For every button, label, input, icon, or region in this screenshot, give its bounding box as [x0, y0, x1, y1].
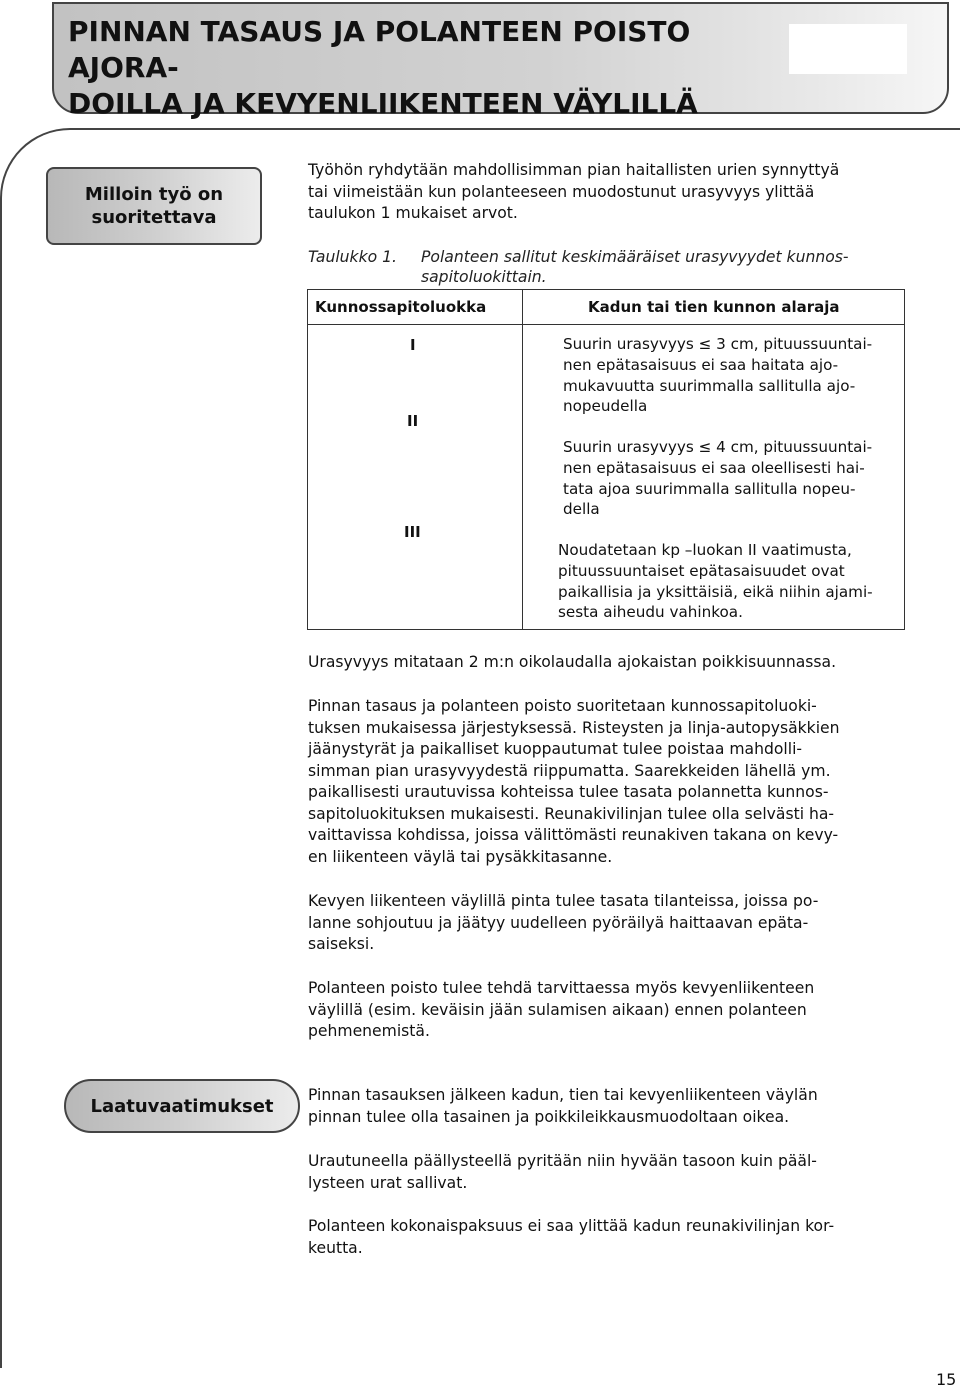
- paragraph-line: Polanteen kokonaispaksuus ei saa ylittää kadun reunakivilinjan kor-: [308, 1217, 835, 1235]
- section-label-when-line-1: Milloin työ on: [84, 184, 224, 205]
- table-cell-line: nen epätasaisuus ei saa haitata ajo-: [563, 355, 839, 374]
- table-cell-line: nen epätasaisuus ei saa oleellisesti hai-: [563, 458, 865, 477]
- table-cell-line: sesta aiheudu vahinkoa.: [558, 603, 743, 622]
- table-cell-line: tata ajoa suurimmalla sallitulla nopeu-: [563, 479, 856, 498]
- paragraph-line: pehmenemistä.: [308, 1022, 430, 1040]
- paragraph-quality-thickness: [308, 1216, 908, 1259]
- paragraph-line: lanne sohjoutuu ja jäätyy uudelleen pyöräilyä haittaavan epäta-: [308, 913, 809, 932]
- table-header-condition: Kadun tai tien kunnon alaraja: [588, 298, 840, 316]
- table-caption-number: Taulukko 1.: [308, 248, 397, 266]
- table-class-3: III: [404, 523, 421, 541]
- table-header-class: Kunnossapitoluokka: [315, 298, 487, 316]
- paragraph-line: tuksen mukaisessa järjestyksessä. Risteysten ja linja-autopysäkkien: [308, 718, 840, 737]
- table-cell-class-1: [563, 334, 905, 417]
- table-cell-line: Noudatetaan kp –luokan II vaatimusta,: [558, 541, 852, 559]
- table-column-divider: [522, 290, 523, 629]
- paragraph-line: jäänystyrät ja paikalliset kuoppautumat tulee poistaa mahdolli-: [308, 740, 803, 758]
- table-caption-text: [421, 247, 901, 287]
- table-cell-line: pituussuuntaiset epätasaisuudet ovat: [558, 561, 845, 580]
- table-cell-class-2: [563, 437, 905, 520]
- paragraph-line: Pinnan tasaus ja polanteen poisto suoritetaan kunnossapitoluoki-: [308, 697, 817, 715]
- paragraph-line: paikallisesti urautuvissa kohteissa tulee tasata polannetta kunnos-: [308, 783, 829, 801]
- table-cell-line: mukavuutta suurimmalla sallitulla ajo-: [563, 376, 856, 395]
- page-number: 15: [936, 1370, 957, 1387]
- paragraph-line: keutta.: [308, 1238, 363, 1257]
- title-banner: [52, 2, 949, 120]
- table-caption-line: sapitoluokittain.: [421, 268, 547, 286]
- page-title-line-2: DOILLA JA KEVYENLIIKENTEEN VÄYLILLÄ: [68, 87, 698, 120]
- paragraph-line: sapitoluokituksen mukaisesti. Reunakivilinjan tulee olla selvästi ha-: [308, 804, 835, 823]
- section-label-when-line-2: suoritettava: [91, 207, 217, 228]
- paragraph-quality-surface: [308, 1085, 908, 1128]
- section-label-when: [46, 167, 262, 245]
- paragraph-line: väylillä (esim. keväisin jään sulamisen aikaan) ennen polanteen: [308, 1000, 807, 1019]
- paragraph-light-traffic: [308, 891, 908, 956]
- table-cell-line: Suurin urasyvyys ≤ 4 cm, pituussuuntai-: [563, 438, 873, 456]
- intro-paragraph: [308, 160, 908, 225]
- table-class-1: I: [410, 336, 416, 354]
- paragraph-removal: [308, 978, 908, 1043]
- rut-depth-table: [307, 289, 905, 630]
- page-title: [68, 14, 788, 122]
- table-header-divider: [308, 324, 904, 325]
- table-cell-line: della: [563, 500, 600, 519]
- paragraph-line: Urasyvyys mitataan 2 m:n oikolaudalla ajokaistan poikkisuunnassa.: [308, 653, 837, 671]
- paragraph-line: vaittavissa kohdissa, joissa välittömästi reunakiven takana on kevy-: [308, 826, 839, 844]
- paragraph-line: Urautuneella päällysteellä pyritään niin hyvään tasoon kuin pääl-: [308, 1152, 817, 1170]
- intro-line: taulukon 1 mukaiset arvot.: [308, 204, 518, 222]
- table-caption-line: Polanteen sallitut keskimääräiset urasyvyydet kunnos-: [421, 248, 849, 266]
- page-title-line-1: PINNAN TASAUS JA POLANTEEN POISTO AJORA-: [68, 15, 691, 84]
- paragraph-line: simman pian urasyvyydestä riippumatta. Saarekkeiden lähellä ym.: [308, 761, 831, 780]
- paragraph-quality-ruts: [308, 1151, 908, 1194]
- table-cell-line: paikallisia ja yksittäisiä, eikä niihin ajami-: [558, 582, 873, 601]
- paragraph-line: pinnan tulee olla tasainen ja poikkileikkausmuodoltaan oikea.: [308, 1107, 790, 1126]
- paragraph-line: lysteen urat sallivat.: [308, 1173, 468, 1192]
- paragraph-order: [308, 696, 908, 868]
- paragraph-measurement: [308, 652, 908, 674]
- table-cell-class-3: [558, 540, 900, 623]
- paragraph-line: saiseksi.: [308, 935, 375, 953]
- intro-line: tai viimeistään kun polanteeseen muodostunut urasyvyys ylittää: [308, 182, 815, 201]
- table-class-2: II: [407, 412, 419, 430]
- paragraph-line: Kevyen liikenteen väylillä pinta tulee tasata tilanteissa, joissa po-: [308, 892, 819, 910]
- title-white-patch: [789, 24, 907, 74]
- intro-line: Työhön ryhdytään mahdollisimman pian haitallisten urien synnyttyä: [308, 161, 840, 179]
- paragraph-line: en liikenteen väylä tai pysäkkitasanne.: [308, 847, 613, 866]
- section-label-quality: Laatuvaatimukset: [64, 1079, 300, 1133]
- table-cell-line: Suurin urasyvyys ≤ 3 cm, pituussuuntai-: [563, 335, 873, 353]
- table-cell-line: nopeudella: [563, 397, 648, 416]
- paragraph-line: Polanteen poisto tulee tehdä tarvittaessa myös kevyenliikenteen: [308, 979, 815, 997]
- paragraph-line: Pinnan tasauksen jälkeen kadun, tien tai kevyenliikenteen väylän: [308, 1086, 818, 1104]
